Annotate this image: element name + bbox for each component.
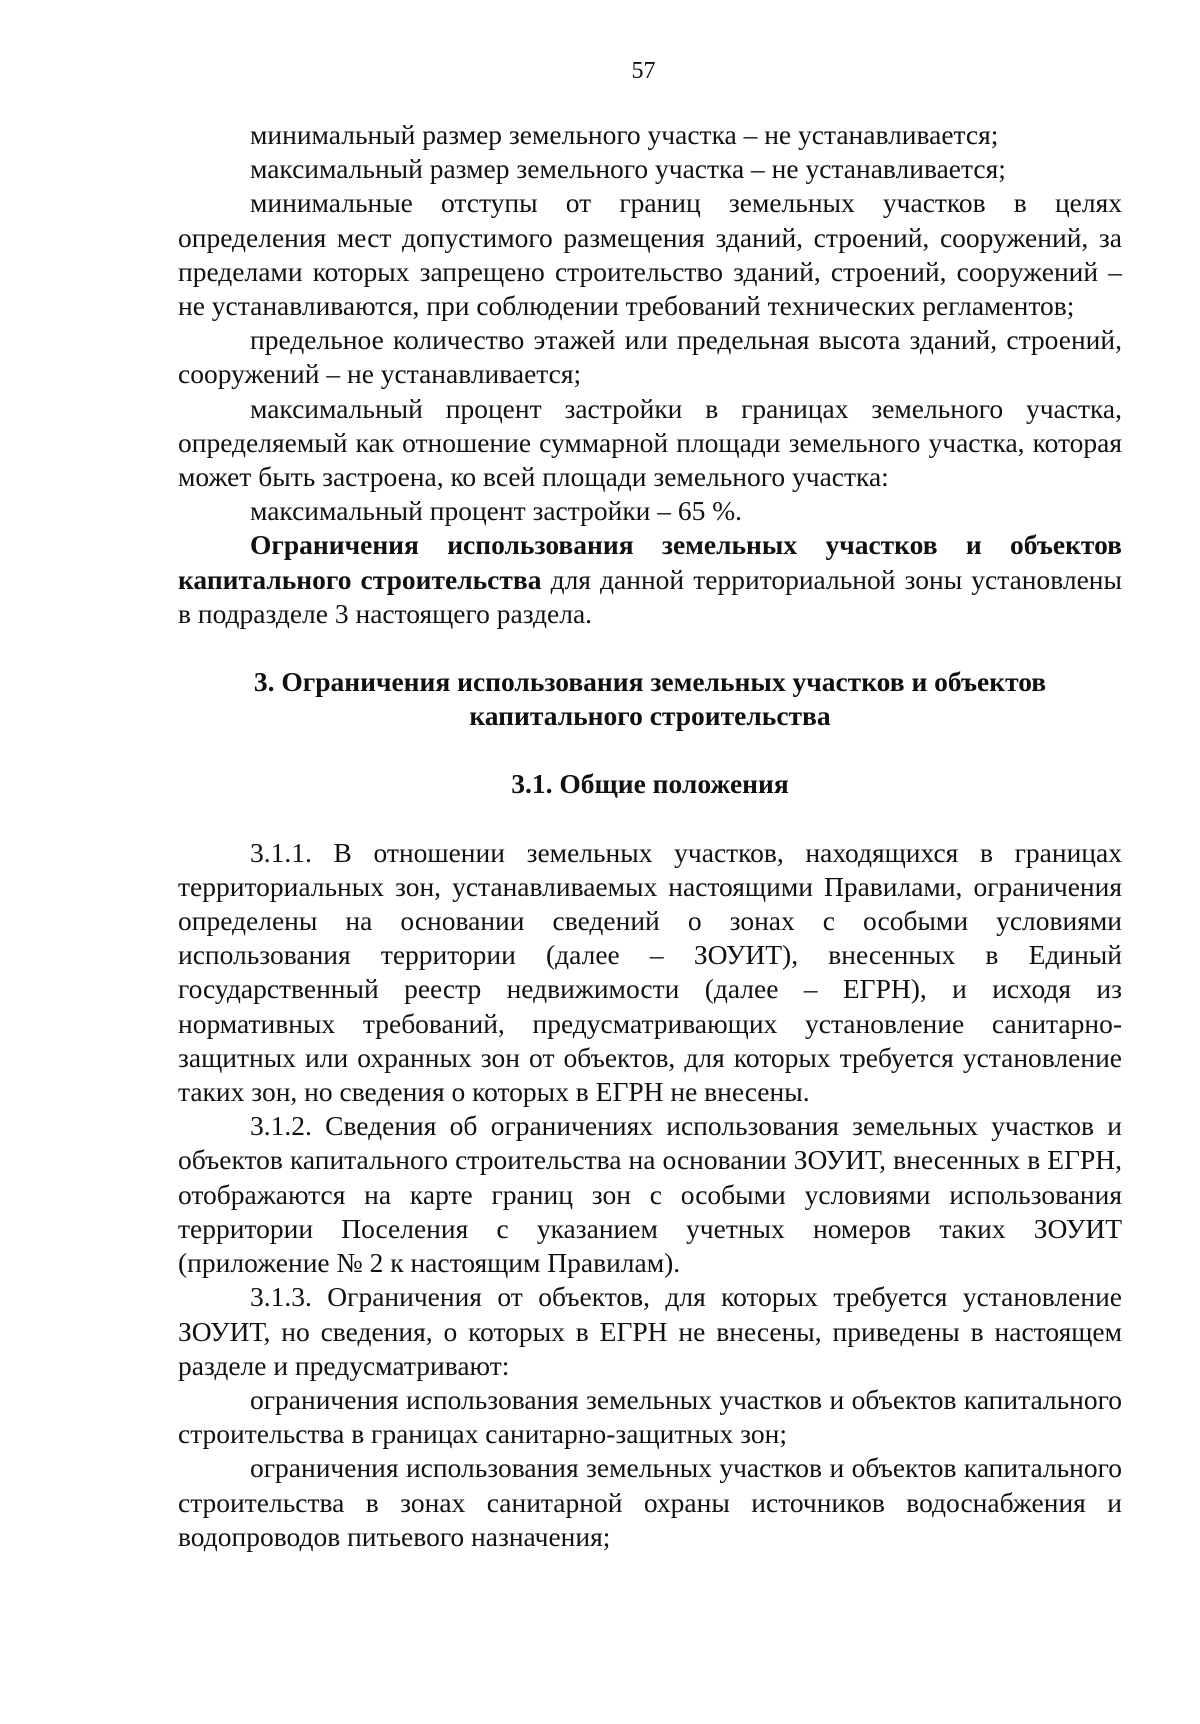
paragraph-min-size: минимальный размер земельного участка – не устанавливается; [250,119,999,150]
paragraph-min-setbacks: минимальные отступы от границ земельных участков в целях определения мест допустимого размещения зданий, строений, сооружений, за пределами которых запрещено строительство зданий, строений, сооружений – не устанавливаются, при соблюдении требований технических регламентов; [178,187,1122,322]
restrictions-rest-text: для данной территориальной зоны установлены в подразделе 3 настоящего раздела. [178,563,1122,629]
paragraph-sanitary-zones: ограничения использования земельных участков и объектов капитального строительства в границах санитарно-защитных зон; [178,1383,1122,1450]
paragraph-max-coverage-value: максимальный процент застройки – 65 %. [250,495,743,527]
paragraph-max-coverage-definition: максимальный процент застройки в границах земельного участка, определяемый как отношение суммарной площади земельного участка, которая может быть застроена, ко всей площади земельного участка: [178,392,1122,493]
page-number: 57 [631,58,656,84]
paragraph-max-floors: предельное количество этажей или предельная высота зданий, строений, сооружений – не устанавливается; [178,324,1122,390]
document-body [178,118,1122,1554]
restrictions-bold-text: Ограничения использования земельных участков и объектов капитального строительства [178,529,1122,595]
paragraph-max-size: максимальный размер земельного участка – не устанавливается; [250,153,1006,185]
section-heading: 3. Ограничения использования земельных участков и объектов капитального строительства [253,666,1047,732]
paragraph-restrictions-reference [178,528,1122,631]
paragraph-3-1-3: 3.1.3. Ограничения от объектов, для которых требуется установление ЗОУИТ, но сведения, о которых в ЕГРН не внесены, приведены в настоящем разделе и предусматривают: [178,1281,1122,1381]
paragraph-3-1-1: 3.1.1. В отношении земельных участков, находящихся в границах территориальных зон, устанавливаемых настоящими Правилами, ограничения определены на основании сведений о зонах с особыми условиями использования территории (далее – ЗОУИТ), внесенных в Единый государственный реестр недвижимости (далее – ЕГРН), и исходя из нормативных требований, предусматривающих установление санитарно-защитных или охранных зон от объектов, для которых требуется установление таких зон, но сведения о которых в ЕГРН не внесены. [178,836,1122,1108]
paragraph-3-1-2: 3.1.2. Сведения об ограничениях использования земельных участков и объектов капитального строительства на основании ЗОУИТ, внесенных в ЕГРН, отображаются на карте границ зон с особыми условиями использования территории Поселения с указанием учетных номеров таких ЗОУИТ (приложение № 2 к настоящим Правилам). [178,1110,1122,1279]
paragraph-water-protection-zones: ограничения использования земельных участков и объектов капитального строительства в зонах санитарной охраны источников водоснабжения и водопроводов питьевого назначения; [178,1452,1122,1552]
subsection-heading: 3.1. Общие положения [511,768,789,800]
